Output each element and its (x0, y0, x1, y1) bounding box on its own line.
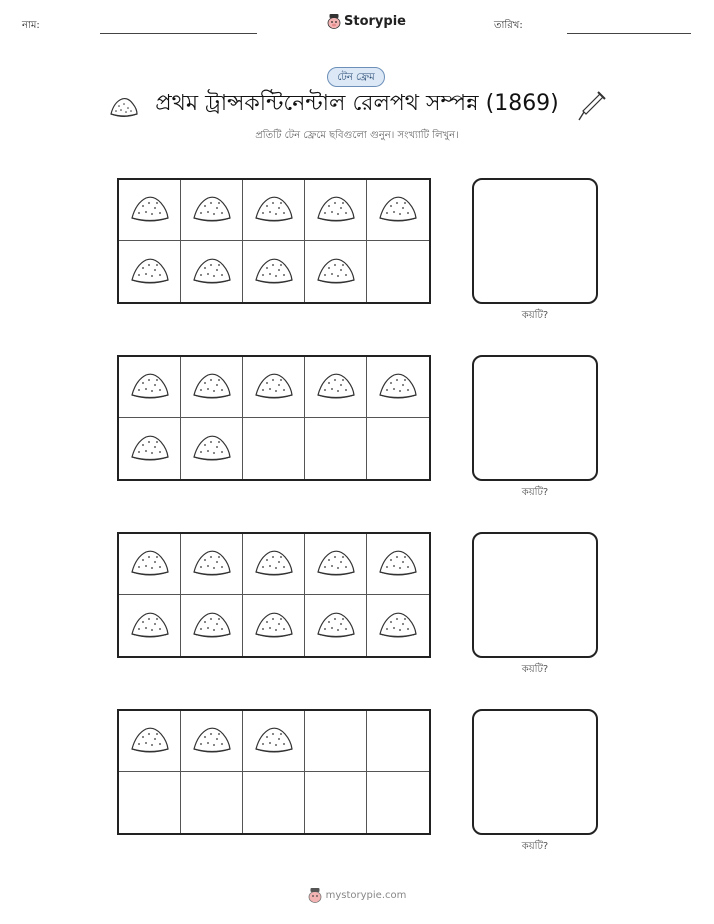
brand-logo (327, 13, 406, 29)
ten-frame-1 (117, 178, 431, 304)
mound-icon (377, 545, 419, 583)
mound-icon (129, 191, 171, 229)
ten-frame-cell (243, 595, 305, 656)
ten-frame-cell (367, 418, 429, 479)
mound-icon (191, 722, 233, 760)
ten-frame-3 (117, 532, 431, 658)
ten-frame-2 (117, 355, 431, 481)
mound-icon (129, 722, 171, 760)
ten-frame-cell (243, 357, 305, 418)
ten-frame-cell (305, 418, 367, 479)
name-label: নাম: (22, 20, 40, 31)
ten-frame-cell (181, 357, 243, 418)
ten-frame-cell (243, 534, 305, 595)
mound-icon (377, 191, 419, 229)
mound-icon (191, 368, 233, 406)
ten-frame-cell (119, 595, 181, 656)
ten-frame-cell (367, 357, 429, 418)
ten-frame-cell (305, 180, 367, 241)
mound-icon (315, 368, 357, 406)
ten-frame-cell (181, 534, 243, 595)
ten-frame-cell (305, 534, 367, 595)
ten-frame-4 (117, 709, 431, 835)
mound-icon (253, 607, 295, 645)
how-many-label: কয়টি? (521, 841, 549, 852)
ten-frame-cell (367, 180, 429, 241)
date-line[interactable] (567, 33, 691, 34)
how-many-label: কয়টি? (521, 664, 549, 675)
mound-icon (253, 191, 295, 229)
mound-icon (253, 253, 295, 291)
mound-icon (315, 253, 357, 291)
answer-box-3[interactable] (472, 532, 598, 658)
brand-name: Storypie (344, 13, 406, 29)
ten-frame-cell (181, 180, 243, 241)
mound-icon (191, 545, 233, 583)
mound-icon (377, 607, 419, 645)
mound-icon (377, 368, 419, 406)
ten-frame-cell (367, 534, 429, 595)
mound-icon (191, 430, 233, 468)
ten-frame-cell (305, 241, 367, 302)
mound-icon (129, 430, 171, 468)
ten-frame-cell (119, 418, 181, 479)
mound-icon (253, 722, 295, 760)
mound-icon (315, 191, 357, 229)
ten-frame-cell (305, 772, 367, 833)
ten-frame-cell (305, 595, 367, 656)
mound-icon (315, 545, 357, 583)
mound-icon (129, 545, 171, 583)
railroad-spike-icon (576, 90, 606, 122)
ten-frame-cell (119, 534, 181, 595)
answer-box-2[interactable] (472, 355, 598, 481)
pig-mascot-icon (308, 887, 322, 903)
ten-frame-cell (119, 180, 181, 241)
date-label: তারিখ: (494, 20, 523, 31)
instruction-text: প্রতিটি টেন ফ্রেমে ছবিগুলো গুনুন। সংখ্যাটি লিখুন। (255, 130, 459, 141)
ten-frame-cell (305, 711, 367, 772)
ten-frame-cell (243, 772, 305, 833)
mound-icon (129, 607, 171, 645)
ten-frame-cell (367, 241, 429, 302)
ten-frame-cell (367, 772, 429, 833)
mound-icon (191, 253, 233, 291)
ten-frame-cell (119, 241, 181, 302)
mound-icon (315, 607, 357, 645)
mound-icon (129, 253, 171, 291)
mound-icon (253, 368, 295, 406)
ten-frame-cell (367, 711, 429, 772)
answer-box-1[interactable] (472, 178, 598, 304)
how-many-label: কয়টি? (521, 310, 549, 321)
mound-icon (191, 607, 233, 645)
ten-frame-cell (181, 711, 243, 772)
ten-frame-cell (181, 241, 243, 302)
mound-icon (253, 545, 295, 583)
ten-frame-cell (119, 711, 181, 772)
ten-frame-cell (181, 595, 243, 656)
footer-url[interactable]: mystorypie.com (325, 889, 407, 901)
ten-frame-cell (243, 711, 305, 772)
footer (0, 887, 714, 903)
name-line[interactable] (100, 33, 257, 34)
ten-frame-cell (243, 418, 305, 479)
answer-box-4[interactable] (472, 709, 598, 835)
page-title: প্রথম ট্রান্সকন্টিনেন্টাল রেলপথ সম্পন্ন (1869) (155, 91, 559, 116)
mound-icon (191, 191, 233, 229)
ten-frame-cell (243, 180, 305, 241)
ten-frame-cell (243, 241, 305, 302)
pig-mascot-icon (327, 13, 341, 29)
ten-frame-cell (305, 357, 367, 418)
how-many-label: কয়টি? (521, 487, 549, 498)
ten-frame-cell (181, 772, 243, 833)
ten-frame-cell (367, 595, 429, 656)
ten-frame-cell (181, 418, 243, 479)
ten-frame-cell (119, 357, 181, 418)
ten-frame-cell (119, 772, 181, 833)
category-tag: টেন ফ্রেম (327, 67, 385, 87)
mound-icon (129, 368, 171, 406)
